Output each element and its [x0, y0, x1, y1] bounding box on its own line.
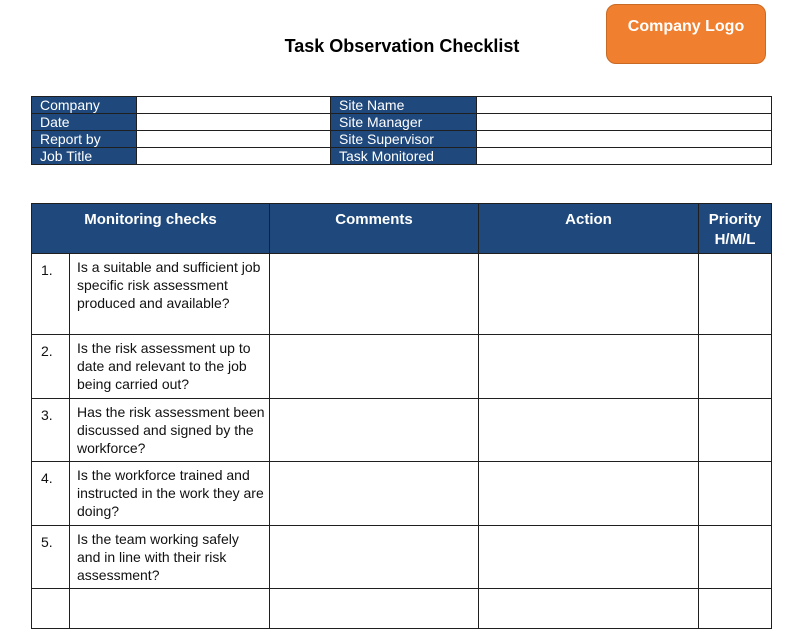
task-monitored-field[interactable]: [477, 148, 772, 165]
comment-cell[interactable]: [270, 254, 479, 335]
comments-header: Comments: [270, 204, 479, 254]
site-manager-field[interactable]: [477, 114, 772, 131]
info-row-date: [32, 114, 772, 131]
row-number: 1.: [32, 254, 70, 335]
check-question: [70, 589, 270, 629]
table-row: [32, 335, 772, 399]
site-name-field[interactable]: [477, 97, 772, 114]
date-field[interactable]: [137, 114, 331, 131]
table-row: [32, 462, 772, 526]
action-header: Action: [479, 204, 699, 254]
action-cell[interactable]: [479, 254, 699, 335]
action-cell[interactable]: [479, 399, 699, 462]
info-table: [31, 96, 772, 165]
site-name-label: Site Name: [331, 97, 477, 114]
info-row-job-title: [32, 148, 772, 165]
company-label: Company: [32, 97, 137, 114]
check-question: Is the risk assessment up to date and relevant to the job being carried out?: [70, 335, 270, 399]
check-question: Is the workforce trained and instructed in the work they are doing?: [70, 462, 270, 526]
job-title-label: Job Title: [32, 148, 137, 165]
report-by-label: Report by: [32, 131, 137, 148]
table-row-partial: [32, 589, 772, 629]
priority-cell[interactable]: [699, 335, 772, 399]
priority-cell[interactable]: [699, 254, 772, 335]
row-number: 4.: [32, 462, 70, 526]
priority-header-line1: Priority: [708, 211, 762, 228]
action-cell[interactable]: [479, 462, 699, 526]
job-title-field[interactable]: [137, 148, 331, 165]
priority-cell[interactable]: [699, 399, 772, 462]
checklist-header-row: [32, 204, 772, 254]
date-label: Date: [32, 114, 137, 131]
priority-cell[interactable]: [699, 589, 772, 629]
priority-cell[interactable]: [699, 462, 772, 526]
comment-cell[interactable]: [270, 399, 479, 462]
action-cell[interactable]: [479, 526, 699, 589]
checklist-table: [31, 203, 772, 629]
check-question: Is the team working safely and in line with their risk assessment?: [70, 526, 270, 589]
check-question: Is a suitable and sufficient job specific risk assessment produced and available?: [70, 254, 270, 335]
priority-header: [699, 204, 772, 254]
row-number: 2.: [32, 335, 70, 399]
row-number: 5.: [32, 526, 70, 589]
priority-header-line2: H/M/L: [714, 231, 756, 248]
action-cell[interactable]: [479, 335, 699, 399]
monitoring-checks-header: Monitoring checks: [32, 204, 270, 254]
info-row-report-by: [32, 131, 772, 148]
comment-cell[interactable]: [270, 589, 479, 629]
comment-cell[interactable]: [270, 526, 479, 589]
task-monitored-label: Task Monitored: [331, 148, 477, 165]
action-cell[interactable]: [479, 589, 699, 629]
row-number: [32, 589, 70, 629]
priority-cell[interactable]: [699, 526, 772, 589]
table-row: [32, 399, 772, 462]
check-question: Has the risk assessment been discussed and signed by the workforce?: [70, 399, 270, 462]
comment-cell[interactable]: [270, 335, 479, 399]
table-row: [32, 526, 772, 589]
report-by-field[interactable]: [137, 131, 331, 148]
site-supervisor-field[interactable]: [477, 131, 772, 148]
site-supervisor-label: Site Supervisor: [331, 131, 477, 148]
page-title: Task Observation Checklist: [284, 36, 520, 56]
row-number: 3.: [32, 399, 70, 462]
company-field[interactable]: [137, 97, 331, 114]
comment-cell[interactable]: [270, 462, 479, 526]
table-row: [32, 254, 772, 335]
company-logo: Company Logo: [606, 4, 766, 64]
site-manager-label: Site Manager: [331, 114, 477, 131]
info-row-company: [32, 97, 772, 114]
